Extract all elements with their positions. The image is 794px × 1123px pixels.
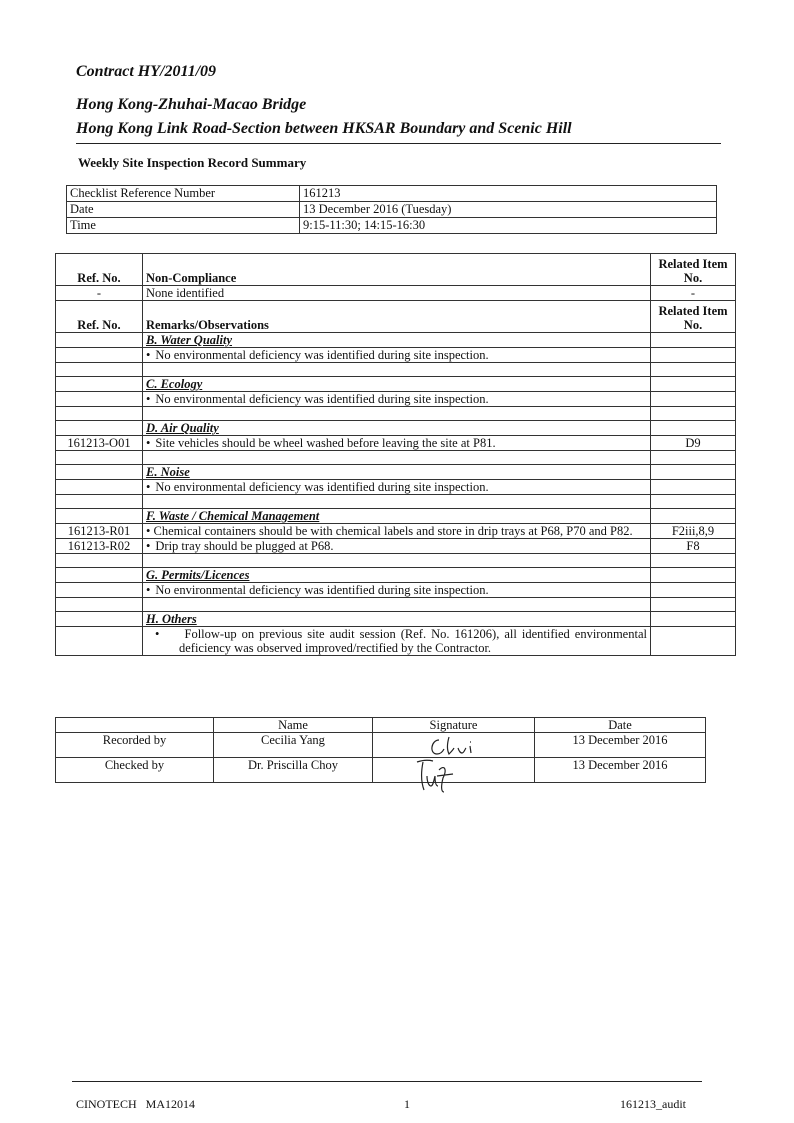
info-value: 13 December 2016 (Tuesday) (300, 202, 717, 218)
noncompliance-row (56, 286, 736, 301)
remark-row (56, 436, 736, 451)
ref-no-cell: 161213-R01 (56, 524, 143, 539)
section-title: Hong Kong Link Road-Section between HKSAR Boundary and Scenic Hill (76, 120, 572, 137)
noncompliance-header: Non-Compliance (143, 254, 651, 286)
related-item-cell: F2iii,8,9 (651, 524, 736, 539)
info-row-time (67, 218, 717, 234)
remark-row (56, 524, 736, 539)
signature-cell (373, 758, 535, 783)
remark-text: • No environmental deficiency was identified during site inspection. (143, 480, 651, 495)
spacer-row (56, 598, 736, 612)
section-row-air-quality (56, 421, 736, 436)
section-title: G. Permits/Licences (146, 568, 250, 582)
noncompliance-text: None identified (143, 286, 651, 301)
ref-no-cell: - (56, 286, 143, 301)
remark-row (56, 348, 736, 363)
remark-text: • Site vehicles should be wheel washed before leaving the site at P81. (143, 436, 651, 451)
remark-row (56, 583, 736, 598)
related-item-cell (651, 583, 736, 598)
date-header: Date (535, 718, 706, 733)
footer-divider (72, 1081, 702, 1082)
section-title: E. Noise (146, 465, 190, 479)
section-title: H. Others (146, 612, 197, 626)
footer-company: CINOTECH MA12014 (76, 1097, 195, 1111)
section-title: F. Waste / Chemical Management (146, 509, 320, 523)
remark-text: • No environmental deficiency was identified during site inspection. (143, 583, 651, 598)
ref-no-cell (56, 583, 143, 598)
signoff-row-recorded (56, 733, 706, 758)
signature-image (409, 756, 479, 794)
related-item-cell: D9 (651, 436, 736, 451)
role-label: Checked by (56, 758, 214, 783)
ref-no-header: Ref. No. (56, 301, 143, 333)
project-title: Hong Kong-Zhuhai-Macao Bridge (76, 96, 307, 113)
section-row-waste-chemical (56, 509, 736, 524)
related-item-cell: - (651, 286, 736, 301)
section-row-others (56, 612, 736, 627)
section-row-ecology (56, 377, 736, 392)
ref-no-cell: 161213-O01 (56, 436, 143, 451)
remark-text: • No environmental deficiency was identified during site inspection. (143, 348, 651, 363)
remark-text: • Chemical containers should be with chemical labels and store in drip trays at P68, P70 and P82. (143, 524, 651, 539)
ref-no-cell (56, 348, 143, 363)
remark-row (56, 480, 736, 495)
related-item-cell: F8 (651, 539, 736, 554)
ref-no-header: Ref. No. (56, 254, 143, 286)
signer-name: Cecilia Yang (214, 733, 373, 758)
info-row-date (67, 202, 717, 218)
remark-text: • Follow-up on previous site audit session (Ref. No. 161206), all identified environmental deficiency was observed improved/rectified by the Contractor. (143, 627, 651, 656)
spacer-row (56, 363, 736, 377)
remark-row (56, 539, 736, 554)
spacer-row (56, 407, 736, 421)
section-row-water-quality (56, 333, 736, 348)
role-label: Recorded by (56, 733, 214, 758)
remark-row (56, 627, 736, 656)
related-item-cell (651, 627, 736, 656)
remark-row (56, 392, 736, 407)
related-item-cell (651, 392, 736, 407)
contract-number: Contract HY/2011/09 (76, 63, 217, 80)
section-title: B. Water Quality (146, 333, 233, 347)
remark-text: • Drip tray should be plugged at P68. (143, 539, 651, 554)
ref-no-cell (56, 392, 143, 407)
related-item-header: Related Item No. (651, 301, 736, 333)
noncompliance-header-row (56, 254, 736, 286)
remarks-header: Remarks/Observations (143, 301, 651, 333)
signoff-date: 13 December 2016 (535, 758, 706, 783)
spacer-row (56, 451, 736, 465)
header-divider (76, 143, 721, 144)
inspection-info-table (66, 185, 717, 234)
related-item-header: Related Item No. (651, 254, 736, 286)
spacer-row (56, 495, 736, 509)
related-item-cell (651, 348, 736, 363)
ref-no-cell (56, 627, 143, 656)
info-label: Checklist Reference Number (67, 186, 300, 202)
section-row-noise (56, 465, 736, 480)
signoff-date: 13 December 2016 (535, 733, 706, 758)
signoff-table (55, 717, 706, 783)
ref-no-cell (56, 480, 143, 495)
section-title: C. Ecology (146, 377, 203, 391)
info-value: 161213 (300, 186, 717, 202)
info-label: Date (67, 202, 300, 218)
ref-no-cell: 161213-R02 (56, 539, 143, 554)
signer-name: Dr. Priscilla Choy (214, 758, 373, 783)
section-title: D. Air Quality (146, 421, 219, 435)
signoff-header-row (56, 718, 706, 733)
signature-header: Signature (373, 718, 535, 733)
section-row-permits (56, 568, 736, 583)
info-label: Time (67, 218, 300, 234)
remarks-header-row (56, 301, 736, 333)
signoff-row-checked (56, 758, 706, 783)
info-row-reference (67, 186, 717, 202)
document-subtitle: Weekly Site Inspection Record Summary (78, 155, 307, 170)
remark-text: • No environmental deficiency was identified during site inspection. (143, 392, 651, 407)
related-item-cell (651, 480, 736, 495)
spacer-row (56, 554, 736, 568)
inspection-record-table (55, 253, 736, 656)
name-header: Name (214, 718, 373, 733)
footer-file-ref: 161213_audit (620, 1097, 686, 1111)
signature-cell (373, 733, 535, 758)
info-value: 9:15-11:30; 14:15-16:30 (300, 218, 717, 234)
page-number: 1 (404, 1097, 410, 1111)
